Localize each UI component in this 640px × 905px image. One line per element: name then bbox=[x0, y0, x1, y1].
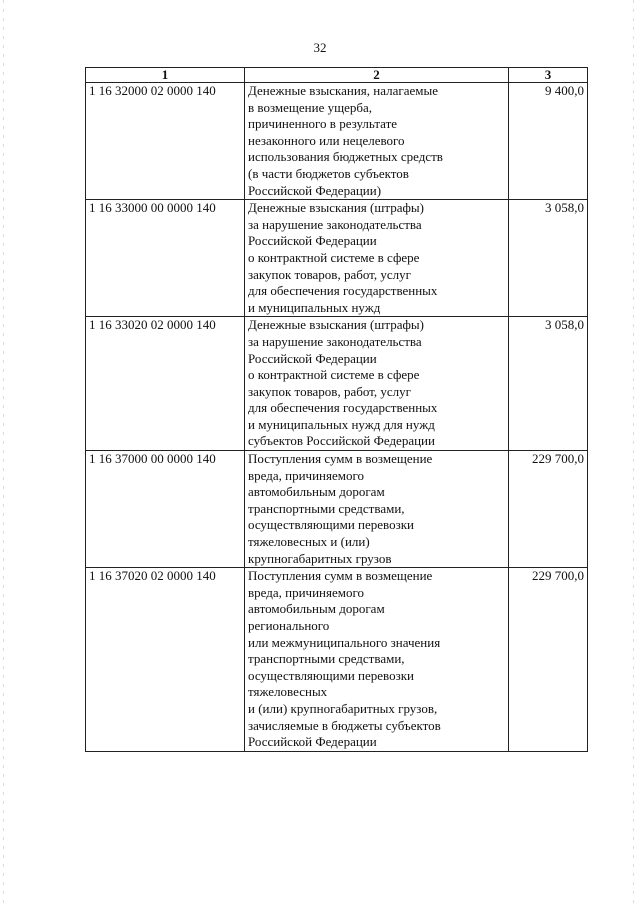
description-line: осуществляющими перевозки bbox=[248, 517, 414, 533]
description-line: регионального bbox=[248, 618, 330, 633]
description-line: Российской Федерации bbox=[248, 233, 377, 249]
description-line: закупок товаров, работ, услуг bbox=[248, 383, 411, 399]
description-line: Денежные взыскания (штрафы) bbox=[248, 200, 424, 216]
revenue-code: 1 16 37000 00 0000 140 bbox=[86, 451, 245, 568]
description-line: (в части бюджетов субъектов bbox=[248, 165, 409, 181]
revenue-code: 1 16 33020 02 0000 140 bbox=[86, 317, 245, 451]
scan-edge-mark bbox=[633, 0, 634, 905]
column-header-description: 2 bbox=[245, 68, 509, 83]
table-row bbox=[86, 83, 588, 200]
description-line: осуществляющими перевозки bbox=[248, 667, 414, 683]
description-line: и (или) крупногабаритных грузов, bbox=[248, 700, 438, 716]
budget-table bbox=[85, 67, 588, 752]
revenue-code: 1 16 33000 00 0000 140 bbox=[86, 200, 245, 317]
description-line: Российской Федерации bbox=[248, 350, 377, 366]
description-line: и муниципальных нужд для нужд bbox=[248, 416, 435, 432]
page-number: 32 bbox=[313, 40, 327, 55]
table-body bbox=[86, 83, 588, 752]
revenue-description bbox=[245, 83, 509, 200]
description-line: незаконного или нецелевого bbox=[248, 132, 405, 148]
revenue-description bbox=[245, 317, 509, 451]
scan-edge-mark bbox=[3, 0, 4, 905]
revenue-amount: 229 700,0 bbox=[509, 451, 588, 568]
description-line: вреда, причиняемого bbox=[248, 584, 364, 600]
description-line: причиненного в результате bbox=[248, 116, 398, 132]
description-line: использования бюджетных средств bbox=[248, 149, 443, 165]
revenue-code: 1 16 37020 02 0000 140 bbox=[86, 568, 245, 752]
description-line: закупок товаров, работ, услуг bbox=[248, 266, 411, 282]
description-line: о контрактной системе в сфере bbox=[248, 367, 420, 383]
description-line: Денежные взыскания, налагаемые bbox=[248, 83, 438, 98]
description-line: тяжеловесных и (или) bbox=[248, 534, 370, 550]
table-row bbox=[86, 451, 588, 568]
description-line: крупногабаритных грузов bbox=[248, 550, 392, 566]
revenue-amount: 9 400,0 bbox=[509, 83, 588, 200]
description-line: автомобильным дорогам bbox=[248, 484, 385, 500]
description-line: и муниципальных нужд bbox=[248, 299, 381, 315]
description-line: Российской Федерации) bbox=[248, 182, 382, 198]
table-row bbox=[86, 317, 588, 451]
description-line: для обеспечения государственных bbox=[248, 400, 438, 416]
column-header-amount: 3 bbox=[509, 68, 588, 83]
table-row bbox=[86, 200, 588, 317]
description-line: Российской Федерации bbox=[248, 734, 377, 750]
revenue-amount: 229 700,0 bbox=[509, 568, 588, 752]
description-line: за нарушение законодательства bbox=[248, 333, 422, 349]
description-line: субъектов Российской Федерации bbox=[248, 433, 435, 449]
description-line: в возмещение ущерба, bbox=[248, 99, 373, 115]
revenue-description bbox=[245, 200, 509, 317]
table-header-row bbox=[86, 68, 588, 83]
revenue-description bbox=[245, 568, 509, 752]
description-line: вреда, причиняемого bbox=[248, 467, 364, 483]
column-header-code: 1 bbox=[86, 68, 245, 83]
revenue-amount: 3 058,0 bbox=[509, 200, 588, 317]
description-line: транспортными средствами, bbox=[248, 500, 405, 516]
description-line: Поступления сумм в возмещение bbox=[248, 568, 433, 584]
description-line: Денежные взыскания (штрафы) bbox=[248, 317, 424, 333]
revenue-code: 1 16 32000 02 0000 140 bbox=[86, 83, 245, 200]
description-line: зачисляемые в бюджеты субъектов bbox=[248, 717, 441, 733]
description-line: за нарушение законодательства bbox=[248, 216, 422, 232]
description-line: транспортными средствами, bbox=[248, 651, 405, 667]
table-row bbox=[86, 568, 588, 752]
description-line: или межмуниципального значения bbox=[248, 634, 441, 650]
description-line: для обеспечения государственных bbox=[248, 283, 438, 299]
description-line: Поступления сумм в возмещение bbox=[248, 451, 433, 467]
description-line: о контрактной системе в сфере bbox=[248, 249, 420, 265]
revenue-description bbox=[245, 451, 509, 568]
description-line: тяжеловесных bbox=[248, 684, 328, 700]
description-line: автомобильным дорогам bbox=[248, 601, 385, 617]
revenue-amount: 3 058,0 bbox=[509, 317, 588, 451]
